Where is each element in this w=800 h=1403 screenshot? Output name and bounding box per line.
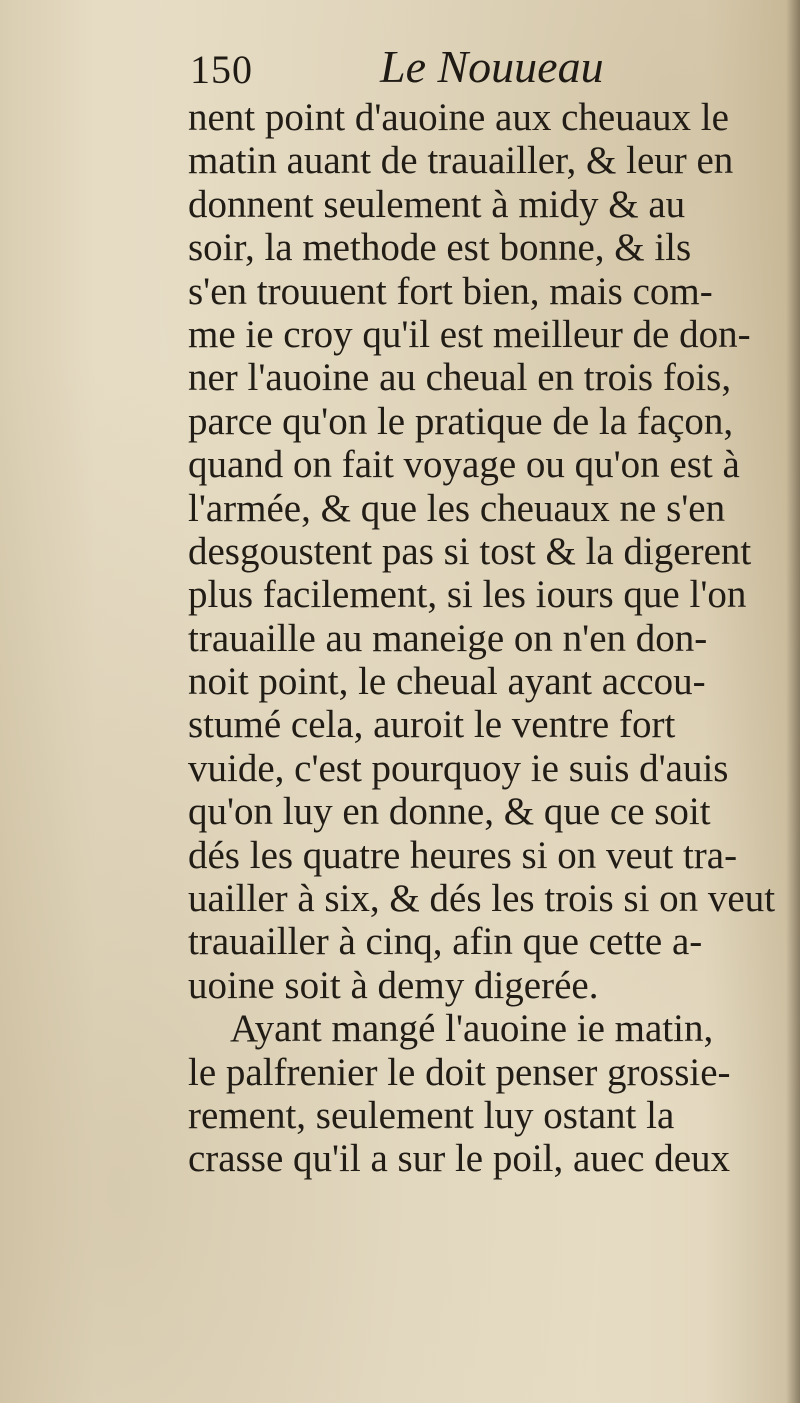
text-line: ner l'auoine au cheual en trois fois, [188,356,732,400]
text-line: uoine soit à demy digerée. [188,963,599,1007]
text-line: plus facilement, si les iours que l'on [188,573,747,617]
running-title: Le Nouueau [380,41,604,92]
text-line: crasse qu'il a sur le poil, auec deux [188,1137,731,1181]
text-line: vuide, c'est pourquoy ie suis d'auis [188,746,729,790]
text-line: dés les quatre heures si on veut tra- [188,833,738,877]
text-line: trauaille au maneige on n'en don- [188,616,708,660]
text-line: desgoustent pas si tost & la digerent [188,529,752,573]
text-line: donnent seulement à midy & au [188,182,686,226]
text-line: noit point, le cheual ayant accou- [188,660,706,704]
text-line: parce qu'on le pratique de la façon, [188,399,734,443]
text-line: s'en trouuent fort bien, mais com- [188,269,713,313]
paragraph-start-line: Ayant mangé l'auoine ie matin, [230,1007,714,1051]
text-line: le palfrenier le doit penser grossie- [188,1050,731,1094]
text-line: qu'on luy en donne, & que ce soit [188,790,711,834]
page-edge-shadow [786,0,800,1403]
body-text [188,96,788,1181]
text-line: trauailler à cinq, afin que cette a- [188,920,703,964]
text-line: me ie croy qu'il est meilleur de don- [188,312,751,356]
page-number: 150 [190,47,253,92]
page-header [190,40,750,100]
text-line: rement, seulement luy ostant la [188,1093,675,1137]
text-line: soir, la methode est bonne, & ils [188,226,692,270]
text-line: quand on fait voyage ou qu'on est à [188,443,740,487]
text-line: stumé cela, auroit le ventre fort [188,703,676,747]
text-line: l'armée, & que les cheuaux ne s'en [188,486,726,530]
text-line: matin auant de trauailler, & leur en [188,139,734,183]
text-line: nent point d'auoine aux cheuaux le [188,96,729,139]
text-line: uailler à six, & dés les trois si on veut [188,877,776,921]
